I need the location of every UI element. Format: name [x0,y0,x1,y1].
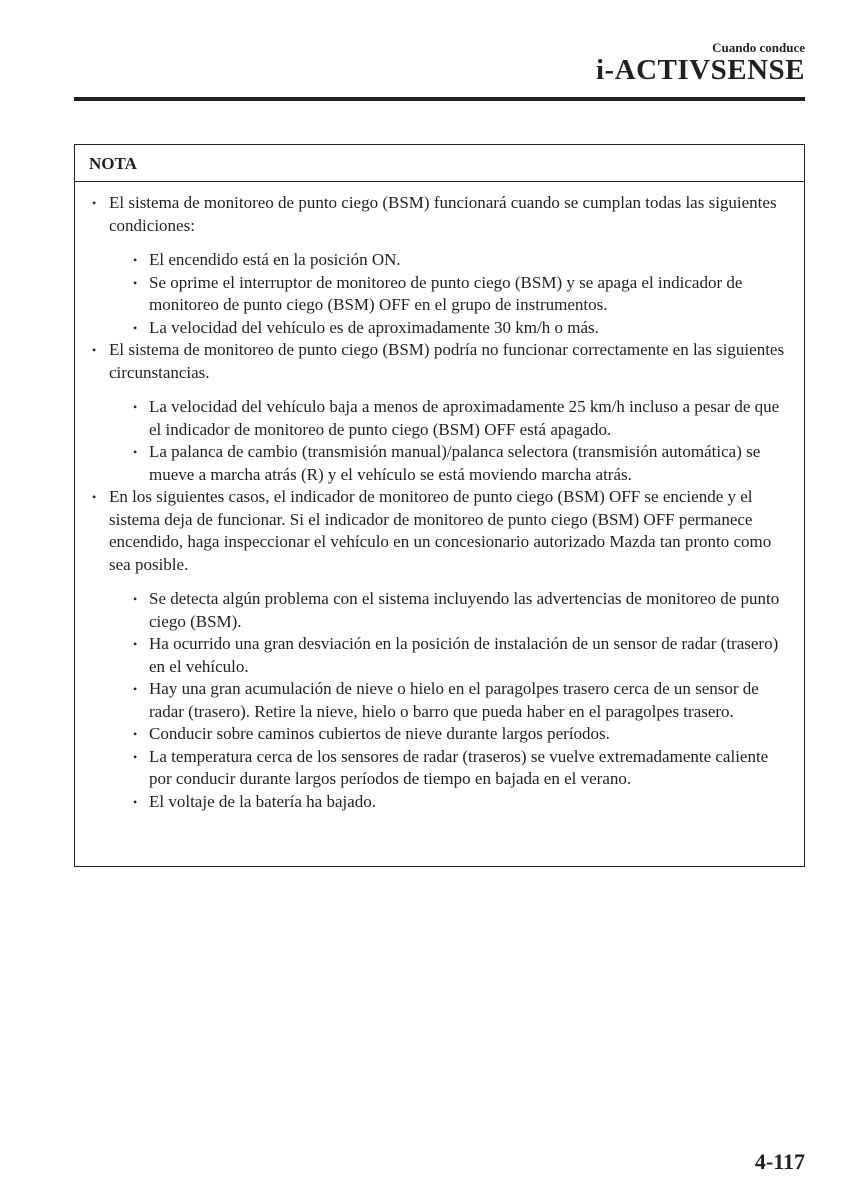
list-item-text: En los siguientes casos, el indicador de monitoreo de punto ciego (BSM) OFF se enciende y el sistema deja de funcionar. Si el indicador de monitoreo de punto ciego (BSM) OFF permanece encendido, haga inspeccionar el vehículo en un concesionario autorizado Mazda tan pronto como sea posible. [109,487,772,574]
chapter-title: i-ACTIVSENSE [595,54,805,86]
sub-list [109,396,794,486]
note-list [87,192,794,813]
sub-list-item: • Conducir sobre caminos cubiertos de nieve durante largos períodos. [109,723,794,746]
page-number: 4-117 [754,1149,805,1174]
note-title: NOTA [75,145,804,182]
header-rule [74,97,805,101]
sub-list-item: • La velocidad del vehículo baja a menos de aproximadamente 25 km/h incluso a pesar de que el indicador de monitoreo de punto ciego (BSM) OFF está apagado. [109,396,794,441]
section-label: Cuando conduce [712,40,805,55]
sub-list-item: • Se detecta algún problema con el sistema incluyendo las advertencias de monitoreo de punto ciego (BSM). [109,588,794,633]
list-item [87,339,794,486]
sub-list-item: • La velocidad del vehículo es de aproximadamente 30 km/h o más. [109,317,794,340]
sub-list [109,249,794,339]
sub-list-item: • El encendido está en la posición ON. [109,249,794,272]
list-item-text: El sistema de monitoreo de punto ciego (BSM) funcionará cuando se cumplan todas las siguientes condiciones: [109,193,777,235]
note-box [74,144,805,867]
sub-list-item: • Se oprime el interruptor de monitoreo de punto ciego (BSM) y se apaga el indicador de monitoreo de punto ciego (BSM) OFF en el grupo de instrumentos. [109,272,794,317]
list-item [87,192,794,339]
sub-list-item: • La palanca de cambio (transmisión manual)/palanca selectora (transmisión automática) se mueve a marcha atrás (R) y el vehículo se está moviendo marcha atrás. [109,441,794,486]
note-body [75,182,804,813]
list-item [87,486,794,813]
list-item-text: El sistema de monitoreo de punto ciego (BSM) podría no funcionar correctamente en las siguientes circunstancias. [109,340,785,382]
sub-list-item: • La temperatura cerca de los sensores de radar (traseros) se vuelve extremadamente caliente por conducir durante largos períodos de tiempo en bajada en el verano. [109,746,794,791]
sub-list-item: • El voltaje de la batería ha bajado. [109,791,794,814]
sub-list [109,588,794,813]
sub-list-item: • Hay una gran acumulación de nieve o hielo en el paragolpes trasero cerca de un sensor de radar (trasero). Retire la nieve, hielo o barro que pueda haber en el paragolpes trasero. [109,678,794,723]
sub-list-item: • Ha ocurrido una gran desviación en la posición de instalación de un sensor de radar (trasero) en el vehículo. [109,633,794,678]
